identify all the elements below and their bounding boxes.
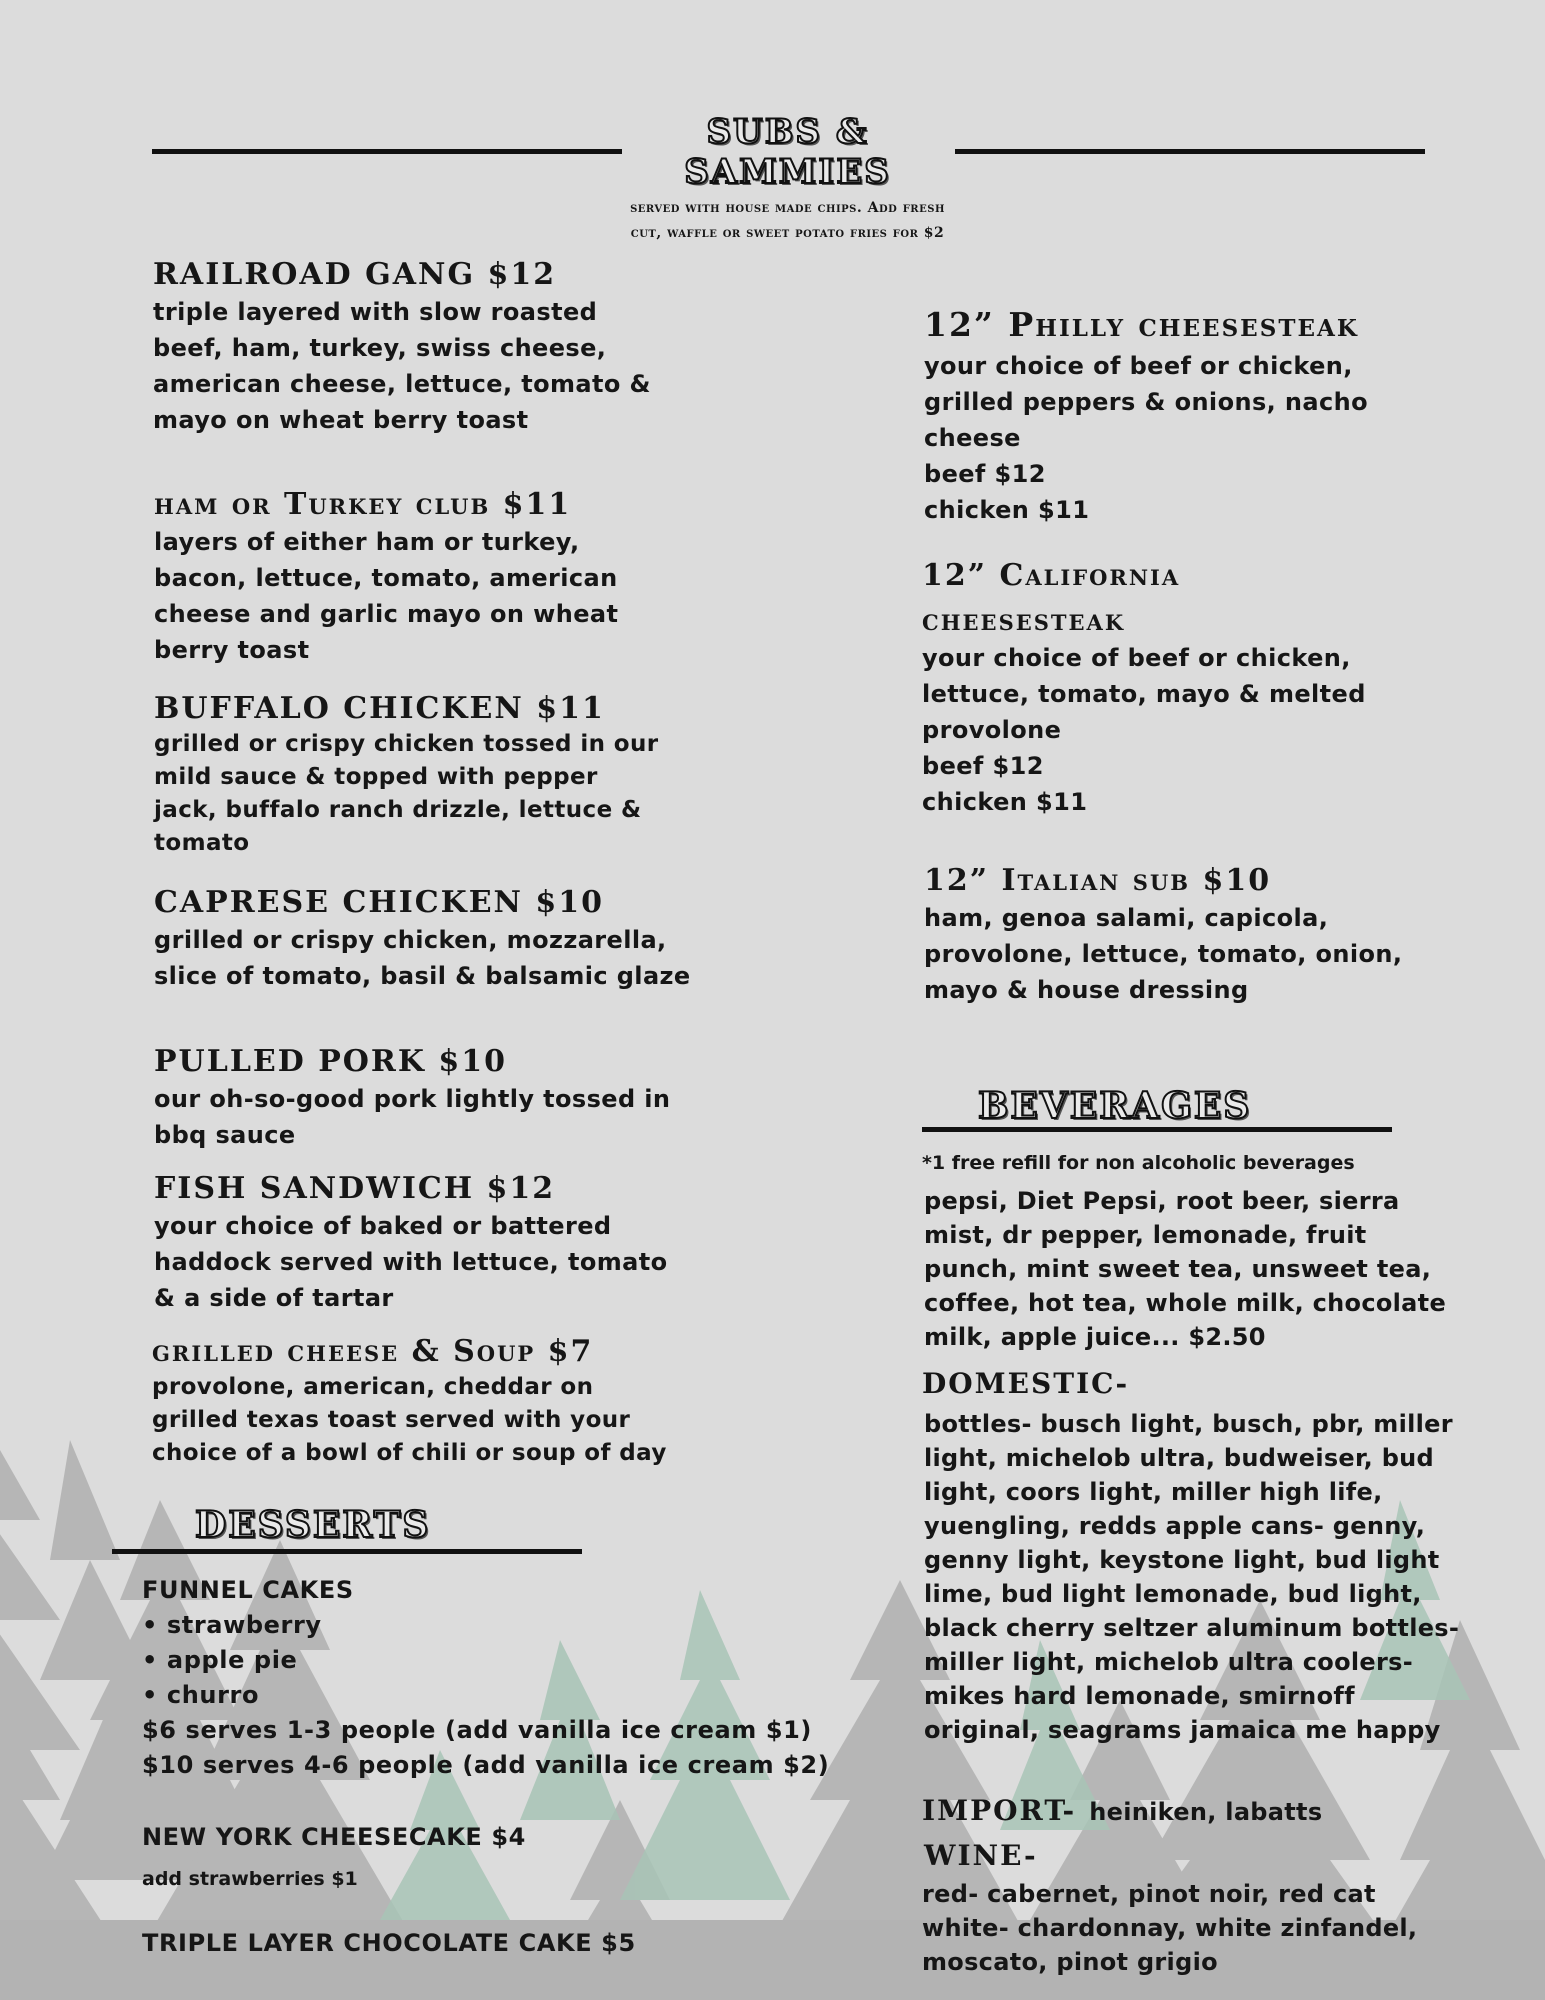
- menu-item-california-cheesesteak: [922, 556, 1482, 820]
- wine-list: [922, 1877, 1462, 1979]
- item-description: our oh-so-good pork lightly tossed in bbq sauce: [154, 1085, 671, 1149]
- dessert-chocolate-cake: TRIPLE LAYER CHOCOLATE CAKE $5: [142, 1929, 636, 1957]
- item-description: your choice of beef or chicken, grilled peppers & onions, nacho cheese: [924, 352, 1368, 452]
- item-price-chicken: chicken $11: [922, 788, 1088, 816]
- item-description: grilled or crispy chicken tossed in our mild sauce & topped with pepper jack, buffalo ranch drizzle, lettuce & tomato: [154, 731, 659, 856]
- item-name: ham or Turkey club $11: [154, 487, 572, 522]
- wine-label: WINE-: [924, 1839, 1038, 1872]
- item-description: your choice of baked or battered haddock served with lettuce, tomato & a side of tartar: [154, 1212, 668, 1312]
- wine-white: white- chardonnay, white zinfandel, moscato, pinot grigio: [922, 1914, 1418, 1976]
- funnel-price-large: $10 serves 4-6 people (add vanilla ice cream $2): [142, 1751, 830, 1779]
- item-name: CAPRESE CHICKEN $10: [154, 885, 605, 920]
- item-description: triple layered with slow roasted beef, ham, turkey, swiss cheese, american cheese, lettuce, tomato & mayo on wheat berry toast: [153, 298, 651, 434]
- item-description: provolone, american, cheddar on grilled texas toast served with your choice of a bowl of chili or soup of day: [152, 1374, 667, 1466]
- import-label: IMPORT-: [922, 1794, 1077, 1827]
- import-row: [922, 1792, 1322, 1830]
- domestic-label: DOMESTIC-: [922, 1367, 1130, 1400]
- funnel-flavor: • churro: [142, 1681, 260, 1709]
- item-description: ham, genoa salami, capicola, provolone, lettuce, tomato, onion, mayo & house dressing: [924, 904, 1403, 1004]
- section-title-desserts: DESSERTS: [195, 1504, 431, 1546]
- menu-item-caprese-chicken: [154, 884, 714, 994]
- item-name: PULLED PORK $10: [154, 1044, 507, 1079]
- header-rule-left: [152, 149, 622, 154]
- item-name: FISH SANDWICH $12: [154, 1171, 556, 1206]
- soft-drinks-list: pepsi, Diet Pepsi, root beer, sierra mist, dr pepper, lemonade, fruit punch, mint sweet tea, unsweet tea, coffee, hot tea, whole milk, chocolate milk, apple juice... $2.50: [924, 1187, 1447, 1351]
- domestic-beer-list: bottles- busch light, busch, pbr, miller light, michelob ultra, budweiser, bud light, coors light, miller high life, yuengling, redds apple cans- genny, genny light, keystone light, bud light lime, bud light lemonade, bud light, black cherry seltzer aluminum bottles-miller light, michelob ultra coolers- mikes hard lemonade, smirnoff original, seagrams jamaica me happy: [924, 1410, 1460, 1744]
- menu-item-pulled-pork: [154, 1043, 714, 1153]
- funnel-flavor: • apple pie: [142, 1646, 298, 1674]
- import-beer-list: heiniken, labatts: [1089, 1798, 1323, 1826]
- item-name-cont: cheesesteak: [922, 603, 1126, 638]
- item-name: 12” California: [922, 558, 1181, 593]
- menu-item-club: [154, 486, 714, 668]
- menu-item-railroad-gang: [153, 256, 713, 438]
- item-name: grilled cheese & Soup $7: [152, 1334, 594, 1369]
- funnel-price-small: $6 serves 1-3 people (add vanilla ice cream $1): [142, 1716, 813, 1744]
- menu-item-buffalo-chicken: [154, 690, 714, 860]
- header-rule-right: [955, 149, 1425, 154]
- item-name: 12” Philly cheesesteak: [924, 305, 1359, 344]
- menu-item-grilled-cheese: [152, 1333, 712, 1470]
- section-title-subs-line2: SAMMIES: [684, 152, 891, 192]
- subs-subtitle-line1: served with house made chips. Add fresh: [630, 200, 945, 216]
- item-price-beef: beef $12: [924, 460, 1046, 488]
- refill-note: *1 free refill for non alcoholic beverages: [922, 1152, 1355, 1174]
- desserts-list: [142, 1573, 862, 1783]
- item-description: your choice of beef or chicken, lettuce, tomato, mayo & melted provolone: [922, 644, 1366, 744]
- item-name: 12” Italian sub $10: [924, 863, 1272, 898]
- menu-item-fish-sandwich: [154, 1170, 714, 1316]
- menu-item-philly-cheesesteak: [924, 302, 1484, 528]
- dessert-cheesecake: NEW YORK CHEESECAKE $4: [142, 1823, 526, 1851]
- dessert-funnel-cakes: FUNNEL CAKES: [142, 1576, 354, 1604]
- desserts-rule: [112, 1549, 582, 1554]
- section-title-beverages: BEVERAGES: [978, 1085, 1252, 1127]
- item-name: BUFFALO CHICKEN $11: [154, 691, 605, 726]
- wine-red: red- cabernet, pinot noir, red cat: [922, 1880, 1376, 1908]
- funnel-flavor: • strawberry: [142, 1611, 322, 1639]
- item-description: grilled or crispy chicken, mozzarella, slice of tomato, basil & balsamic glaze: [154, 926, 691, 990]
- menu-item-italian-sub: [924, 862, 1484, 1008]
- subs-subtitle-line2: cut, waffle or sweet potato fries for $2: [630, 225, 945, 241]
- beverages-rule: [922, 1127, 1392, 1132]
- item-price-chicken: chicken $11: [924, 496, 1090, 524]
- cheesecake-addon: add strawberries $1: [142, 1868, 358, 1890]
- item-name: RAILROAD GANG $12: [153, 257, 557, 292]
- section-title-subs-line1: SUBS &: [706, 112, 869, 152]
- item-price-beef: beef $12: [922, 752, 1044, 780]
- item-description: layers of either ham or turkey, bacon, lettuce, tomato, american cheese and garlic mayo on wheat berry toast: [154, 528, 619, 664]
